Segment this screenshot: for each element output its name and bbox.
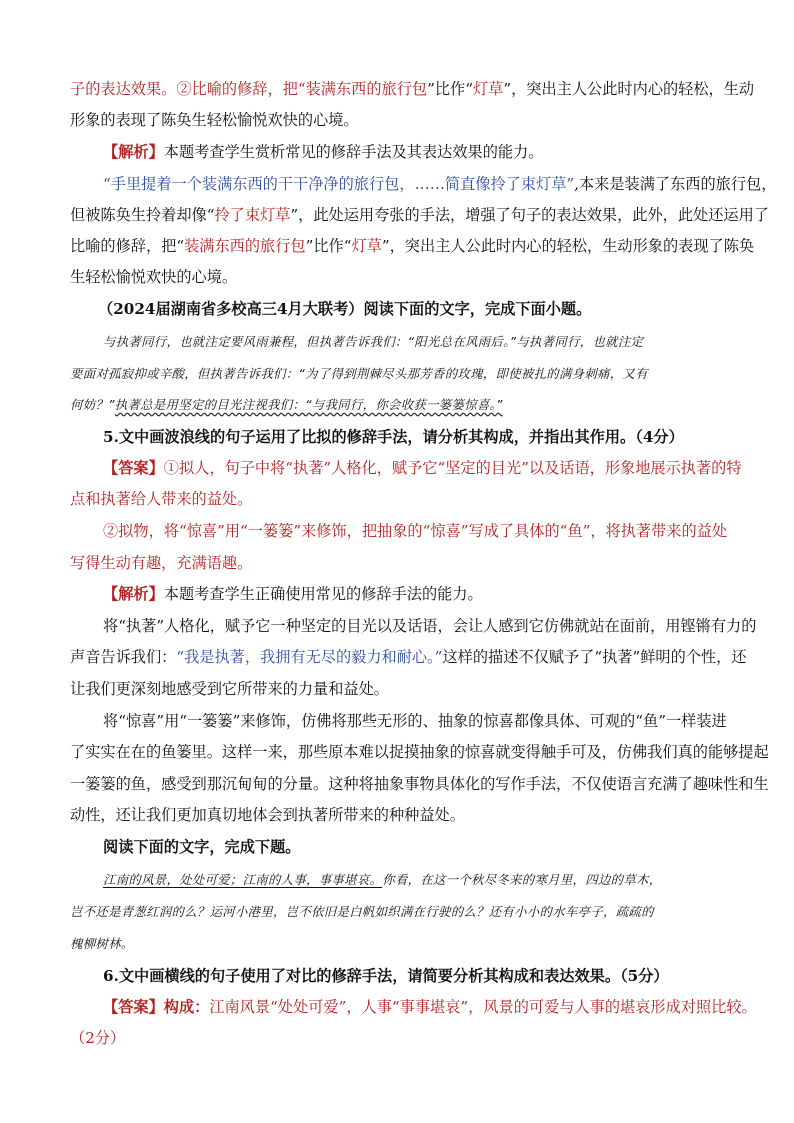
- text: 装满东西的旅行包: [184, 237, 306, 255]
- text: 鱼: [567, 522, 583, 540]
- text: 灯草: [472, 80, 504, 98]
- quote: “我是执著，我拥有无尽的毅力和耐心。”: [176, 648, 443, 666]
- wavy-underlined-sentence: 执著总是用坚定的目光注视我们：“与我同行，你会收获一篓篓惊喜。”: [114, 397, 503, 412]
- text: ,本来是装满了东西的旅行包，: [574, 175, 777, 193]
- text: 拎了束灯草: [214, 206, 291, 224]
- q6-answer-line1: [103, 997, 757, 1017]
- text: ”，突出主人公此时内心的轻松，生动形象的表现了陈奂: [381, 237, 755, 255]
- analysis-tag: 【解析】: [103, 585, 164, 603]
- q5-analysis-c1: 将“惊喜”用“一篓篓”来修饰，仿佛将那些无形的、抽象的惊喜都像具体、可观的“鱼”一样装进: [103, 712, 727, 730]
- q4-analysis-p4: 生轻松愉悦欢快的心境。: [70, 268, 238, 286]
- q6-question: 6.文中画横线的句子使用了对比的修辞手法，请简要分析其构成和表达效果。（5分）: [103, 967, 669, 985]
- text: 江南风景“处处可爱”，人事“事事堪哀”，风景的可爱与人事的堪哀形成对照比较。: [209, 998, 757, 1016]
- text: ”用“: [217, 522, 248, 540]
- passage2-source: （2024届湖南省多校高三4月大联考）阅读下面的文字，完成下面小题。: [98, 300, 592, 318]
- text: ”比作“: [427, 80, 473, 98]
- quote: “手里提着一个装满东西的干干净净的旅行包，……简直像拎了束灯草”: [103, 175, 575, 193]
- q5-analysis-b1: 将“执著”人格化，赋予它一种坚定的目光以及话语，会让人感到它仿佛就站在面前，用铿锵有力的: [103, 617, 757, 635]
- q5-analysis: [103, 584, 483, 604]
- text: 构成：: [163, 998, 210, 1016]
- text: 何妨？”: [70, 397, 115, 412]
- text: ”比作“: [305, 237, 352, 255]
- text: 比喻的修辞，把“: [70, 237, 185, 255]
- text: ”，将执著带来的益处: [582, 522, 728, 540]
- text: ”写成了具体的“: [460, 522, 568, 540]
- q5-answer-line3: [103, 521, 727, 541]
- q4-analysis: [103, 142, 543, 162]
- text: ”，此处运用夸张的手法，增强了句子的表达效果，此外，此处还运用了: [290, 206, 769, 224]
- text: 但被陈奂生拎着却像“: [70, 206, 215, 224]
- analysis-tag: 【解析】: [103, 143, 164, 161]
- passage2-line1: 与执著同行，也就注定要风雨兼程，但执著告诉我们：“阳光总在风雨后。”与执著同行，也就注定: [103, 334, 644, 349]
- q6-answer-line2: （2分）: [70, 1029, 126, 1047]
- text: 本题考查学生正确使用常见的修辞手法的能力。: [163, 585, 483, 603]
- q5-analysis-c2: 了实实在在的鱼篓里。这样一来，那些原本难以捉摸抽象的惊喜就变得触手可及，仿佛我们真的能够提起: [70, 743, 769, 761]
- text: 灯草: [351, 237, 382, 255]
- text: ”，突出主人公此时内心的轻松，生动: [503, 80, 755, 98]
- q4-analysis-p3: [70, 236, 754, 256]
- text: 你看，在这一个秋尽冬来的寒月里，四边的草木，: [382, 872, 662, 887]
- text: 装满东西的旅行包: [305, 80, 428, 98]
- text: ②拟物，将“: [103, 522, 187, 540]
- q5-answer-line4: 写得生动有趣，充满语趣。: [70, 554, 253, 572]
- passage3-intro: 阅读下面的文字，完成下题。: [103, 838, 301, 856]
- text: 惊喜: [430, 522, 461, 540]
- passage3-line2: 岂不还是青葱红润的么？运河小港里，岂不依旧是白帆如织满在行驶的么？还有小小的水车亭子，疏疏的: [70, 904, 654, 919]
- q5-question: 5.文中画波浪线的句子运用了比拟的修辞手法，请分析其构成，并指出其作用。（4分）: [103, 428, 684, 446]
- passage3-line1: [103, 870, 661, 890]
- text: 一篓篓: [247, 522, 294, 540]
- answer-tag: 【答案】: [103, 459, 164, 477]
- q5-analysis-c3: 一篓篓的鱼，感受到那沉甸甸的分量。这种将抽象事物具体化的写作手法，不仅使语言充满了趣味性和生: [70, 775, 769, 793]
- passage2-line3: [70, 395, 503, 415]
- q4-answer-line2: 形象的表现了陈奂生轻松愉悦欢快的心境。: [70, 111, 359, 129]
- text: 这样的描述不仅赋予了“执著”鲜明的个性，还: [442, 648, 747, 666]
- answer-tag: 【答案】: [103, 998, 164, 1016]
- q5-analysis-c4: 动性，还让我们更加真切地体会到执著所带来的种种益处。: [70, 806, 465, 824]
- underlined-sentence: 江南的风景，处处可爱；江南的人事，事事堪哀。: [103, 872, 383, 887]
- q5-answer-line1: [103, 458, 742, 478]
- text: 声音告诉我们：: [70, 648, 177, 666]
- text: 子的表达效果。②比喻的修辞，把“: [70, 80, 306, 98]
- q4-analysis-p2: [70, 205, 769, 225]
- passage2-line2: 要面对孤寂抑或辛酸，但执著告诉我们：“为了得到荆棘尽头那芳香的玫瑰，即使被扎的满身刺痛，又有: [70, 366, 648, 381]
- text: 本题考查学生赏析常见的修辞手法及其表达效果的能力。: [163, 143, 544, 161]
- text: ”来修饰，把抽象的“: [293, 522, 431, 540]
- q5-analysis-b3: 让我们更深刻地感受到它所带来的力量和益处。: [70, 680, 389, 698]
- text: 惊喜: [186, 522, 218, 540]
- q5-answer-line2: 点和执著给人带来的益处。: [70, 490, 253, 508]
- q5-analysis-b2: [70, 647, 747, 667]
- q4-analysis-p1: [103, 174, 776, 194]
- q4-answer-line1: [70, 79, 754, 99]
- passage3-line3: 槐柳树林。: [70, 936, 134, 951]
- text: ①拟人，句子中将“执著”人格化，赋予它“坚定的目光”以及话语，形象地展示执著的特: [163, 459, 742, 477]
